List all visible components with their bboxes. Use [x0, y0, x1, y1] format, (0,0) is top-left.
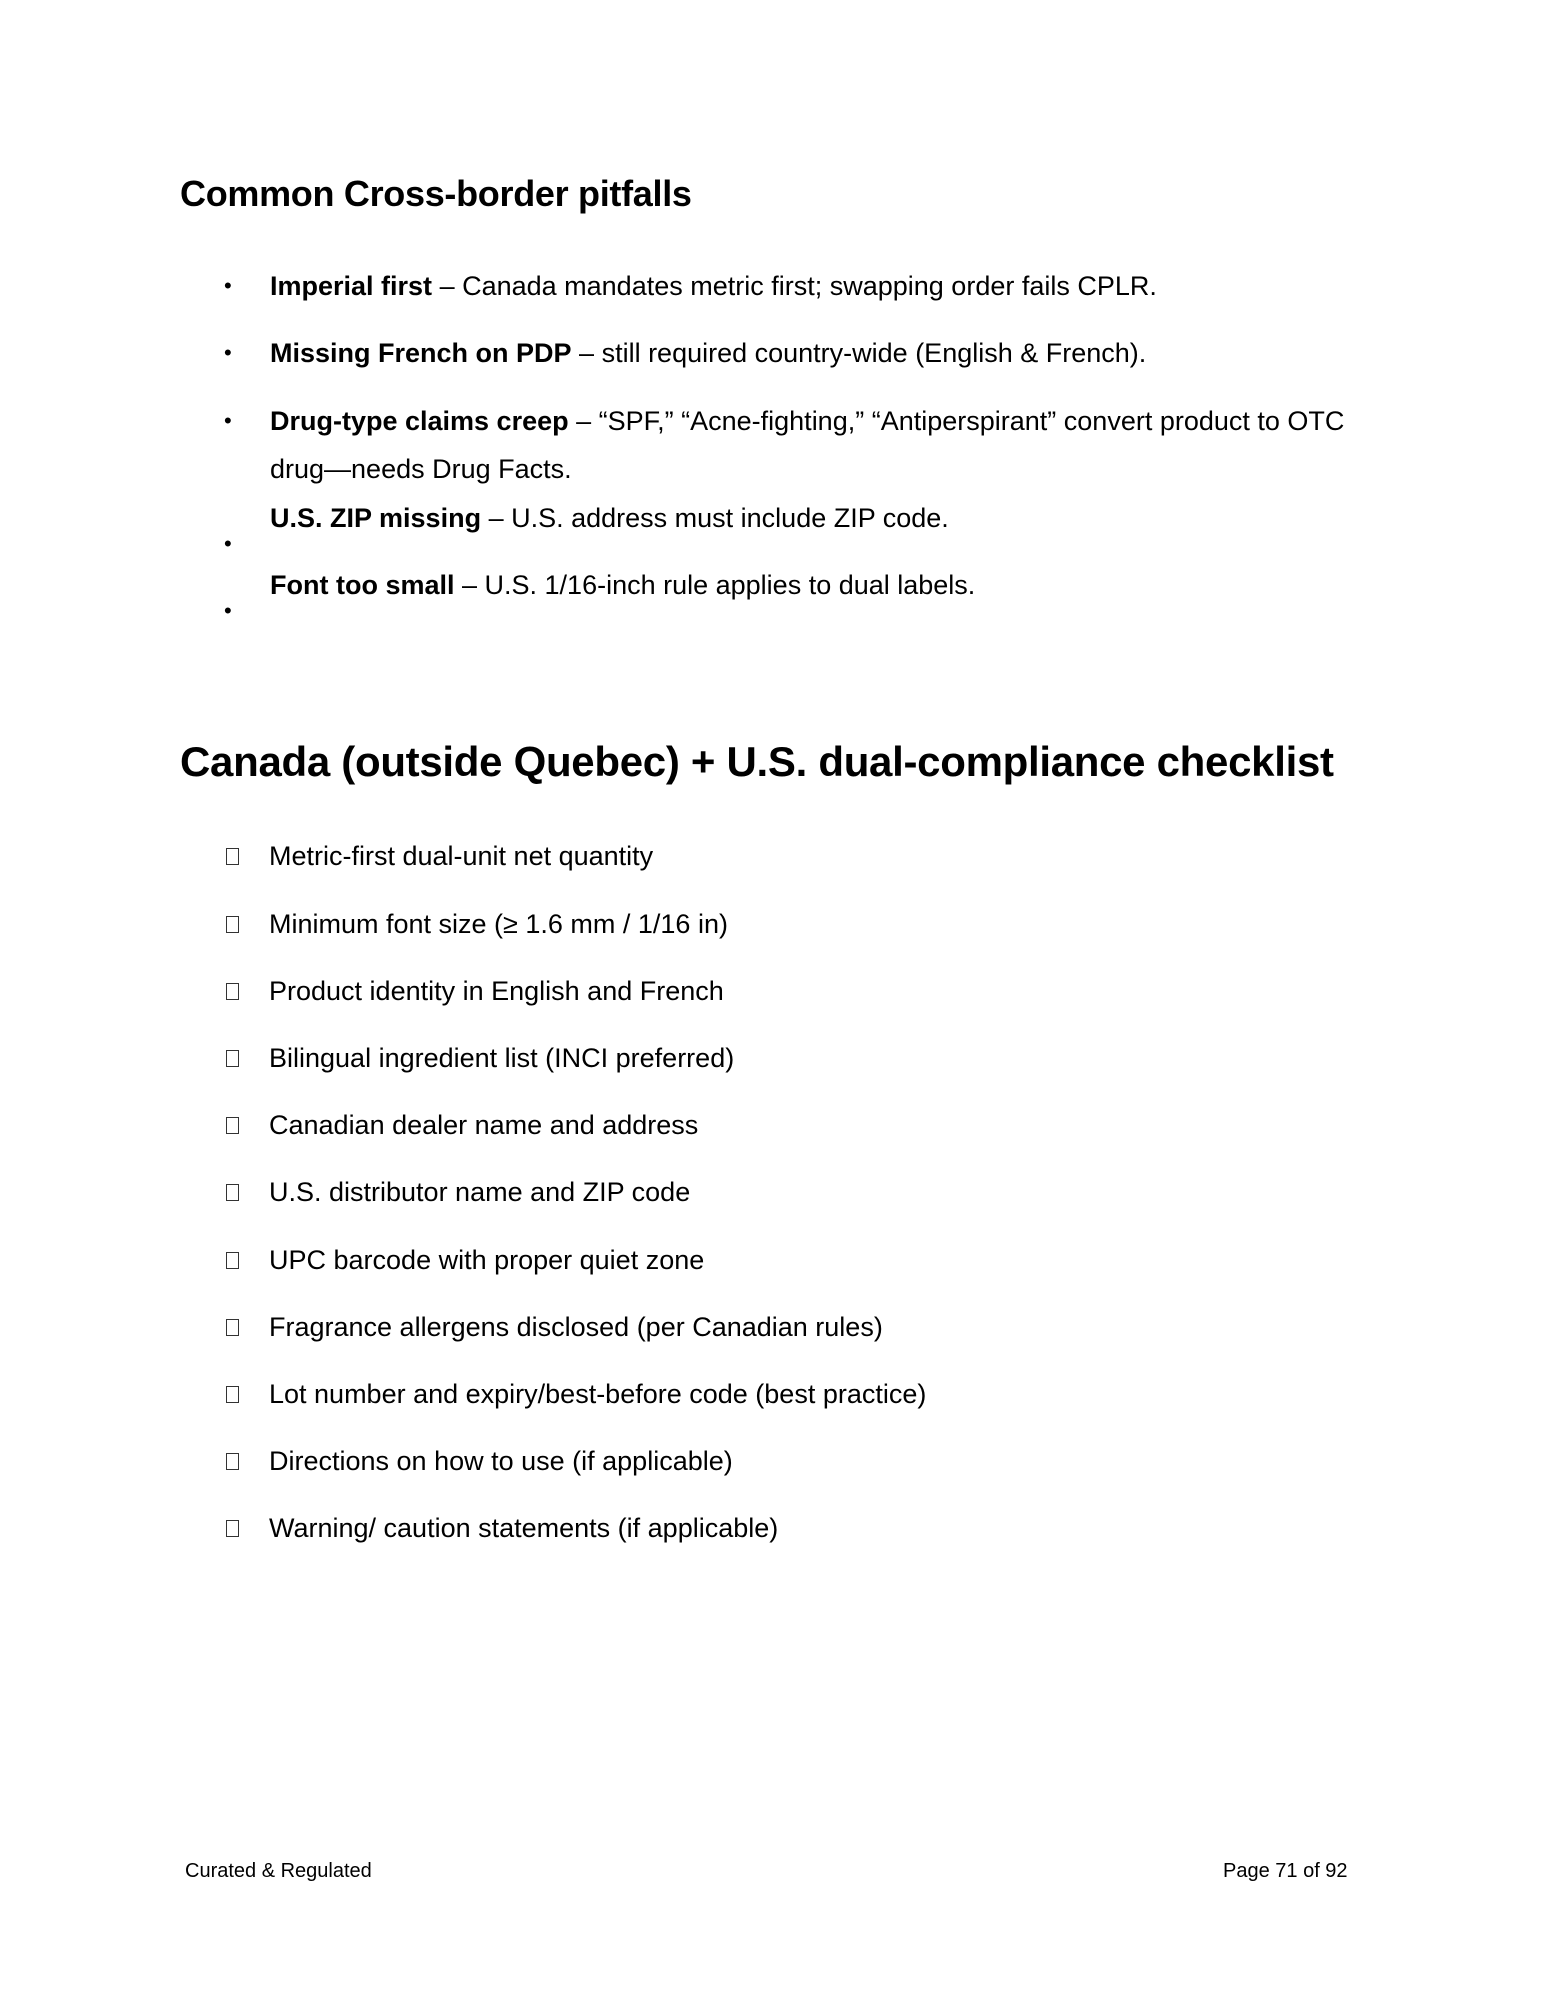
pitfall-item-text: – “SPF,” “Acne-fighting,” “Antiperspirant” convert product to OTC drug—needs Drug Facts.: [270, 406, 1345, 484]
checklist-item[interactable]: [226, 1441, 733, 1481]
checklist-item-label: Minimum font size (≥ 1.6 mm / 1/16 in): [269, 909, 728, 939]
checklist-item[interactable]: [226, 836, 653, 876]
checklist-item-label: Canadian dealer name and address: [269, 1110, 699, 1140]
footer-left-text: Curated & Regulated: [185, 1860, 372, 1882]
pitfall-item-bold: Missing French on PDP: [270, 338, 572, 368]
checklist-item[interactable]: [226, 971, 724, 1011]
checklist-item[interactable]: [226, 1172, 690, 1212]
checklist-item[interactable]: [226, 1374, 926, 1414]
checkbox-icon[interactable]: [226, 1050, 239, 1067]
bullet-icon: •: [224, 408, 232, 433]
checkbox-icon[interactable]: [226, 1319, 239, 1336]
pitfall-item-text: – U.S. 1/16-inch rule applies to dual labels.: [454, 570, 976, 600]
bullet-icon: •: [224, 340, 232, 365]
checklist-item-label: Product identity in English and French: [269, 976, 724, 1006]
checklist-item-label: Lot number and expiry/best-before code (best practice): [269, 1379, 927, 1409]
checklist-heading: Canada (outside Quebec) + U.S. dual-compliance checklist: [180, 738, 1334, 785]
pitfall-item-bold: U.S. ZIP missing: [270, 503, 482, 533]
pitfall-item-text: – Canada mandates metric first; swapping order fails CPLR.: [432, 271, 1157, 301]
checkbox-icon[interactable]: [226, 1386, 239, 1403]
checklist-item[interactable]: [226, 904, 728, 944]
checklist-item[interactable]: [226, 1307, 883, 1347]
checklist-item[interactable]: [226, 1038, 734, 1078]
checklist-item-label: Bilingual ingredient list (INCI preferred): [269, 1043, 735, 1073]
pitfall-item-bold: Font too small: [270, 570, 455, 600]
checklist-item-label: Directions on how to use (if applicable): [269, 1446, 733, 1476]
checklist-item[interactable]: [226, 1508, 778, 1548]
pitfall-item-bold: Imperial first: [270, 271, 433, 301]
pitfall-item-bold: Drug-type claims creep: [270, 406, 569, 436]
checklist-item-label: UPC barcode with proper quiet zone: [269, 1245, 705, 1275]
bullet-icon: •: [224, 531, 232, 556]
pitfall-item-text: – still required country-wide (English & French).: [571, 338, 1147, 368]
checklist-item[interactable]: [226, 1240, 704, 1280]
checkbox-icon[interactable]: [226, 848, 239, 865]
pitfalls-heading: Common Cross-border pitfalls: [180, 173, 692, 214]
checkbox-icon[interactable]: [226, 916, 239, 933]
pitfall-item-text: – U.S. address must include ZIP code.: [481, 503, 949, 533]
pitfall-item: [270, 494, 1390, 542]
checkbox-icon[interactable]: [226, 1117, 239, 1134]
checkbox-icon[interactable]: [226, 1520, 239, 1537]
page-number: Page 71 of 92: [1223, 1860, 1348, 1882]
pitfall-item: [270, 262, 1390, 310]
bullet-icon: •: [224, 598, 232, 623]
pitfall-item: [270, 561, 1390, 609]
checkbox-icon[interactable]: [226, 1453, 239, 1470]
bullet-icon: •: [224, 273, 232, 298]
pitfall-item: [270, 329, 1390, 377]
checklist-item-label: Metric-first dual-unit net quantity: [269, 841, 654, 871]
checklist-item-label: Warning/ caution statements (if applicable): [269, 1513, 779, 1543]
pitfall-item: [270, 397, 1390, 493]
checkbox-icon[interactable]: [226, 1184, 239, 1201]
checklist-item[interactable]: [226, 1105, 698, 1145]
checkbox-icon[interactable]: [226, 983, 239, 1000]
checkbox-icon[interactable]: [226, 1252, 239, 1269]
checklist-item-label: U.S. distributor name and ZIP code: [269, 1177, 691, 1207]
checklist-item-label: Fragrance allergens disclosed (per Canadian rules): [269, 1312, 883, 1342]
